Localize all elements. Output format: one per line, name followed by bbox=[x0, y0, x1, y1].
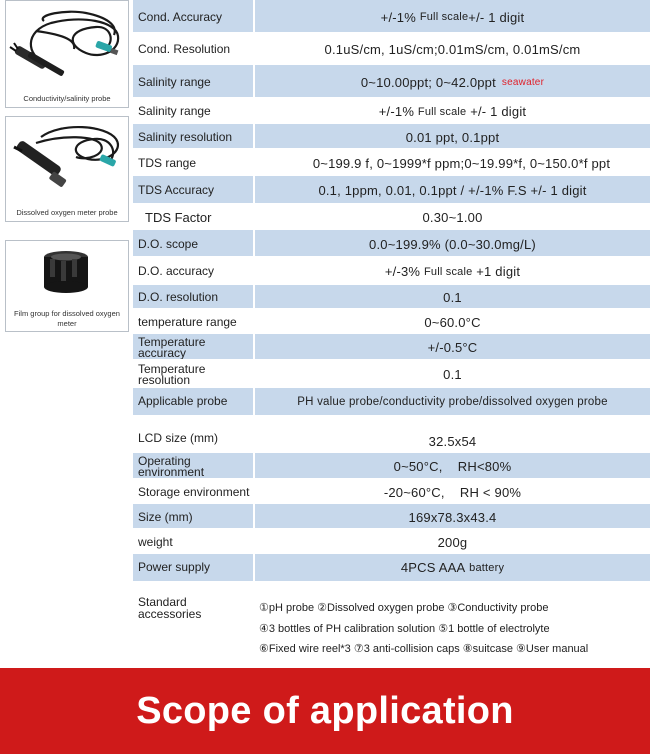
spec-label: TDS range bbox=[133, 150, 253, 176]
do-probe-card bbox=[5, 116, 129, 222]
banner-title: Scope of application bbox=[136, 689, 514, 732]
spec-value: 0~10.00ppt; 0~42.0ppt seawater bbox=[255, 65, 650, 99]
spec-table bbox=[133, 0, 650, 581]
spec-row bbox=[133, 176, 650, 205]
spec-value: 0.1uS/cm, 1uS/cm;0.01mS/cm, 0.01mS/cm bbox=[255, 34, 650, 65]
spec-label: Temperature accuracy bbox=[133, 334, 253, 361]
spec-row bbox=[133, 388, 650, 415]
spec-label: Applicable probe bbox=[133, 388, 253, 415]
image-caption: Conductivity/salinity probe bbox=[23, 94, 111, 103]
spec-value: 0~50°C, RH<80% bbox=[255, 453, 650, 480]
spec-value: PH value probe/conductivity probe/dissolved oxygen probe bbox=[255, 388, 650, 415]
conductivity-probe-icon bbox=[6, 1, 130, 96]
spec-value: 200g bbox=[255, 530, 650, 554]
spec-label: weight bbox=[133, 530, 253, 554]
spec-row bbox=[133, 423, 650, 453]
spec-value: 0.0~199.9% (0.0~30.0mg/L) bbox=[255, 230, 650, 258]
spec-value: 0~60.0°C bbox=[255, 310, 650, 334]
spec-label: Salinity range bbox=[133, 65, 253, 99]
spec-row bbox=[133, 554, 650, 581]
spec-label: D.O. resolution bbox=[133, 285, 253, 310]
spec-row bbox=[133, 124, 650, 150]
spec-label: LCD size (mm) bbox=[133, 423, 253, 453]
spec-row bbox=[133, 230, 650, 258]
spec-value: +/-0.5°C bbox=[255, 334, 650, 361]
accessory-line: ④3 bottles of PH calibration solution ⑤1 bottle of electrolyte bbox=[259, 622, 550, 635]
spec-label: Cond. Accuracy bbox=[133, 0, 253, 34]
spec-label: Operating environment bbox=[133, 453, 253, 480]
spec-value: -20~60°C, RH < 90% bbox=[255, 480, 650, 504]
spec-value: 0.1, 1ppm, 0.01, 0.1ppt / +/-1% F.S +/- 1 digit bbox=[255, 176, 650, 205]
spec-value: 0.1 bbox=[255, 285, 650, 310]
spec-row bbox=[133, 361, 650, 388]
scope-banner bbox=[0, 668, 650, 754]
spec-row bbox=[133, 205, 650, 230]
accessories-list bbox=[259, 598, 588, 660]
spec-label: D.O. scope bbox=[133, 230, 253, 258]
spec-label: TDS Accuracy bbox=[133, 176, 253, 205]
spec-value: 0~199.9 f, 0~1999*f ppm;0~19.99*f, 0~150.0*f ppt bbox=[255, 150, 650, 176]
spec-row bbox=[133, 480, 650, 504]
spec-row bbox=[133, 530, 650, 554]
conductivity-probe-card bbox=[5, 0, 129, 108]
spec-label: TDS Factor bbox=[133, 205, 253, 230]
spec-row bbox=[133, 258, 650, 285]
spacer bbox=[133, 415, 650, 423]
accessory-line: ⑥Fixed wire reel*3 ⑦3 anti-collision caps ⑧suitcase ⑨User manual bbox=[259, 643, 589, 655]
spec-row bbox=[133, 34, 650, 65]
spec-label: Salinity resolution bbox=[133, 124, 253, 150]
accessory-line: ①pH probe ②Dissolved oxygen probe ③Conductivity probe bbox=[259, 602, 549, 614]
spec-label: D.O. accuracy bbox=[133, 258, 253, 285]
spec-label: Power supply bbox=[133, 554, 253, 581]
image-caption: Dissolved oxygen meter probe bbox=[16, 208, 118, 217]
spec-row bbox=[133, 150, 650, 176]
spec-row bbox=[133, 99, 650, 124]
spec-label: Salinity range bbox=[133, 99, 253, 124]
seawater-note: seawater bbox=[501, 76, 545, 88]
spec-row bbox=[133, 285, 650, 310]
spec-value: 4PCS AAA battery bbox=[255, 554, 650, 581]
spec-row bbox=[133, 65, 650, 99]
membrane-cap-icon bbox=[6, 241, 130, 303]
accessories-label: Standard accessories bbox=[138, 595, 202, 621]
spec-label: Storage environment bbox=[133, 480, 253, 504]
spec-row bbox=[133, 334, 650, 361]
image-caption: Film group for dissolved oxygen meter bbox=[14, 309, 120, 328]
spec-value: +/-3% Full scale +1 digit bbox=[255, 258, 650, 285]
spec-label: Temperature resolution bbox=[133, 361, 253, 388]
spec-value: +/-1% Full scale +/- 1 digit bbox=[255, 99, 650, 124]
spec-label: Cond. Resolution bbox=[133, 34, 253, 65]
spec-value: +/-1% Full scale +/- 1 digit bbox=[255, 0, 650, 34]
spec-row bbox=[133, 0, 650, 34]
membrane-cap-card bbox=[5, 240, 129, 332]
spec-value: 0.01 ppt, 0.1ppt bbox=[255, 124, 650, 150]
standard-accessories bbox=[133, 592, 650, 660]
spec-value: 169x78.3x43.4 bbox=[255, 504, 650, 530]
spec-value: 32.5x54 bbox=[255, 423, 650, 453]
spec-label: temperature range bbox=[133, 310, 253, 334]
spec-row bbox=[133, 453, 650, 480]
spec-row bbox=[133, 310, 650, 334]
spec-value: 0.1 bbox=[255, 361, 650, 388]
spec-label: Size (mm) bbox=[133, 504, 253, 530]
spec-row bbox=[133, 504, 650, 530]
product-images bbox=[0, 0, 130, 340]
spec-value: 0.30~1.00 bbox=[255, 205, 650, 230]
do-probe-icon bbox=[6, 117, 130, 209]
